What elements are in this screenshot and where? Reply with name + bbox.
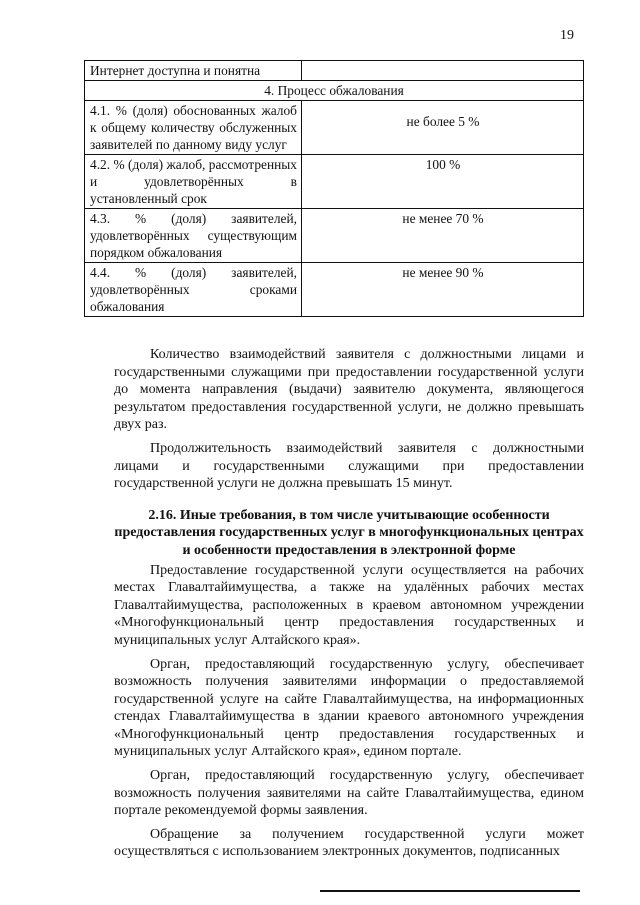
- criterion-value: 100 %: [302, 155, 584, 209]
- paragraph: Орган, предоставляющий государственную услугу, обеспечивает возможность получения заявителями информации о предоставляемой государственной услуге на сайте Главалтайимущества, на информационных стендах Главалтайимущества в здании краевого автономного учреждения «Многофункциональный центр предоставления государственных и муниципальных услуг Алтайского края», едином портале.: [114, 656, 584, 760]
- criterion-value: не менее 90 %: [302, 263, 584, 317]
- page-number: 19: [560, 28, 574, 43]
- paragraph: Предоставление государственной услуги осуществляется на рабочих местах Главалтайимущества, а также на удалённых рабочих местах Главалтайимущества, расположенных в краевом автономном учреждении «Многофункциональный центр предоставления государственных и муниципальных услуг Алтайского края».: [114, 562, 584, 648]
- criteria-table: [84, 60, 584, 317]
- paragraph: Орган, предоставляющий государственную услугу, обеспечивает возможность получения заявителями на сайте Главалтайимущества, едином портале рекомендуемой формы заявления.: [114, 768, 584, 819]
- table-row: [85, 61, 584, 81]
- criterion-name: 4.1. % (доля) обоснованных жалоб к общему количеству обслуженных заявителей по данному виду услуг: [85, 101, 302, 155]
- table-section-row: [85, 81, 584, 101]
- section-title: 4. Процесс обжалования: [85, 81, 584, 101]
- criterion-name: Интернет доступна и понятна: [85, 61, 302, 81]
- footer-rule: [320, 890, 580, 892]
- table-row: [85, 263, 584, 317]
- document-body: [114, 346, 584, 867]
- table-row: [85, 155, 584, 209]
- criterion-name: 4.2. % (доля) жалоб, рассмотренных и удовлетворённых в установленный срок: [85, 155, 302, 209]
- paragraph: Количество взаимодействий заявителя с должностными лицами и государственными служащими при предоставлении государственной услуги до момента направления (выдачи) заявителю документа, являющегося результатом предоставления государственной услуги, не должно превышать двух раз.: [114, 347, 584, 433]
- paragraph: Продолжительность взаимодействий заявителя с должностными лицами и государственными служащими при предоставлении государственной услуги не должна превышать 15 минут.: [114, 440, 584, 492]
- section-heading: 2.16. Иные требования, в том числе учитывающие особенности предоставления государственных услуг в многофункциональных центрах и особенности предоставления в электронной форме: [114, 507, 584, 558]
- paragraph: Обращение за получением государственной услуги может осуществляться с использованием электронных документов, подписанных: [114, 826, 584, 860]
- table-row: [85, 209, 584, 263]
- criterion-value: не менее 70 %: [302, 209, 584, 263]
- criterion-value: не более 5 %: [302, 101, 584, 155]
- criterion-name: 4.3. % (доля) заявителей, удовлетворённых существующим порядком обжалования: [85, 209, 302, 263]
- criterion-value: [302, 61, 584, 81]
- criterion-name: 4.4. % (доля) заявителей, удовлетворённых сроками обжалования: [85, 263, 302, 317]
- table-row: [85, 101, 584, 155]
